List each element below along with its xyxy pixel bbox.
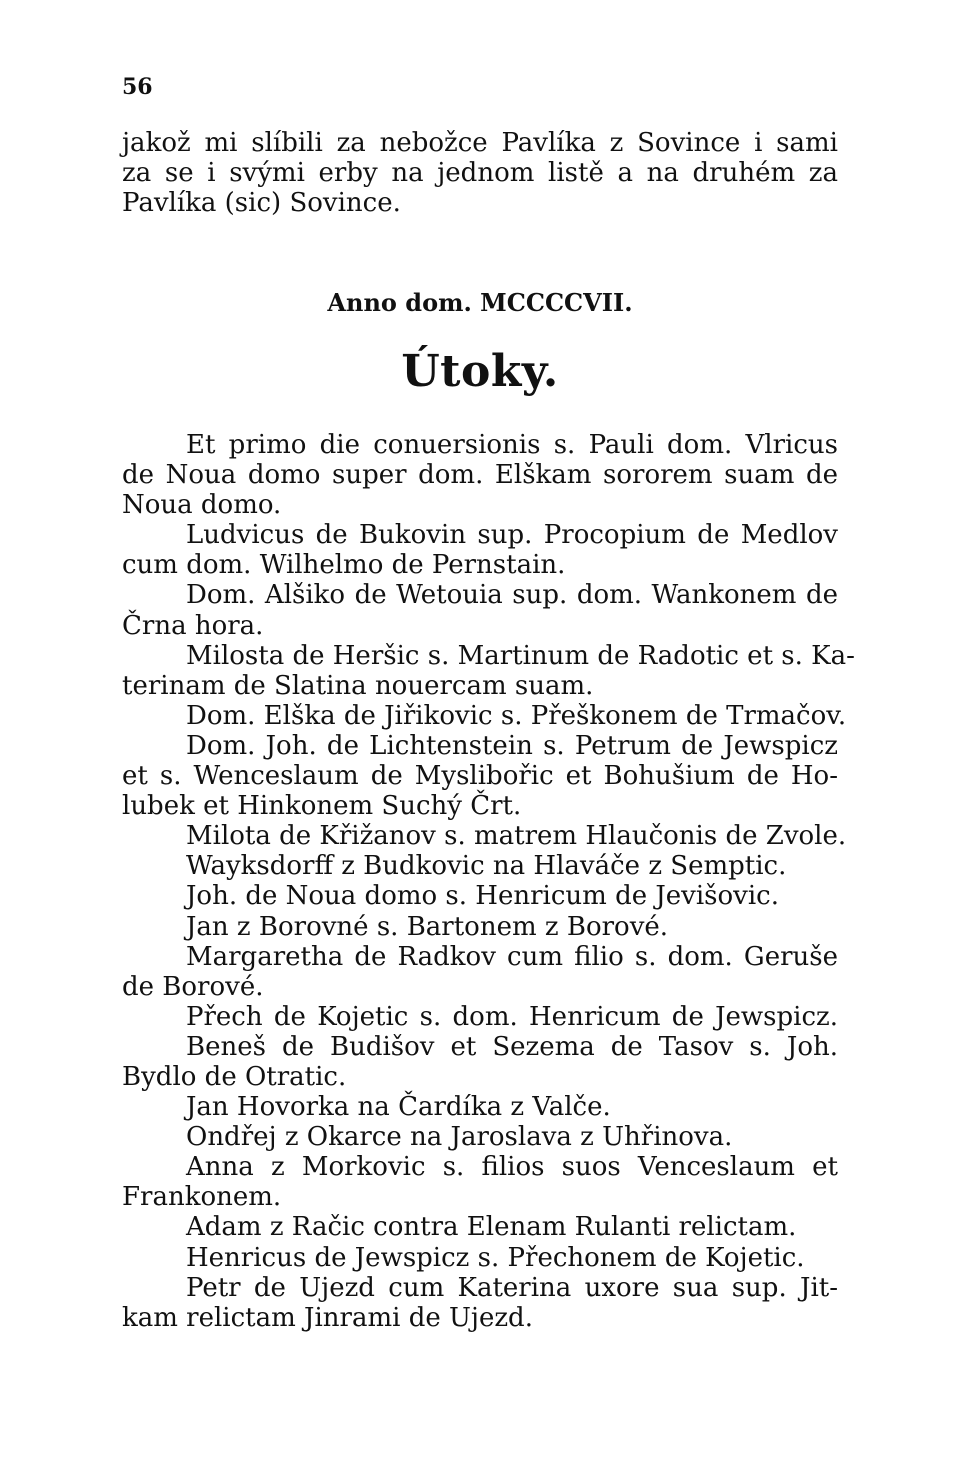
text-line: de Borové. <box>122 971 264 1002</box>
text-line: Noua domo. <box>122 490 282 521</box>
text-line: Jan Hovorka na Čardíka z Valče. <box>186 1092 611 1123</box>
text-line: et s. Wenceslaum de Myslibořic et Bohušium de Ho- <box>122 761 838 792</box>
text-line: Beneš de Budišov et Sezema de Tasov s. Joh. <box>186 1031 838 1062</box>
text-line: Et primo die conuersionis s. Pauli dom. Vlricus <box>186 430 838 460</box>
text-line: cum dom. Wilhelmo de Pernstain. <box>122 550 566 581</box>
text-line: Joh. de Noua domo s. Henricum de Jevišovic. <box>186 881 780 912</box>
text-line: Anna z Morkovic s. filios suos Venceslaum et <box>186 1152 838 1183</box>
text-line: de Noua domo super dom. Elškam sororem suam de <box>122 460 838 491</box>
entries-list <box>122 430 855 1333</box>
text-line: Margaretha de Radkov cum filio s. dom. Geruše <box>186 941 838 972</box>
text-line: Wayksdorff z Budkovic na Hlaváče z Semptic. <box>186 851 787 882</box>
text-line: Henricus de Jewspicz s. Přechonem de Kojetic. <box>186 1242 805 1273</box>
text-line: Pavlíka (sic) Sovince. <box>122 188 401 219</box>
text-line: Dom. Elška de Jiřikovic s. Přeškonem de Trmačov. <box>186 700 847 731</box>
text-line: Dom. Joh. de Lichtenstein s. Petrum de Jewspicz <box>186 730 838 761</box>
text-line: jakož mi slíbili za nebožce Pavlíka z Sovince i sami <box>122 128 838 158</box>
text-line: za se i svými erby na jednom listě a na druhém za <box>122 158 838 189</box>
text-line: Milosta de Heršic s. Martinum de Radotic et s. Ka- <box>186 640 855 671</box>
text-line: terinam de Slatina nouercam suam. <box>122 670 594 701</box>
text-line: Adam z Račic contra Elenam Rulanti relictam. <box>186 1212 797 1243</box>
text-line: lubek et Hinkonem Suchý Črt. <box>122 791 522 822</box>
page-number: 56 <box>122 74 153 100</box>
text-line: Přech de Kojetic s. dom. Henricum de Jewspicz. <box>186 1001 838 1032</box>
text-line: Frankonem. <box>122 1182 282 1213</box>
section-title: Útoky. <box>401 346 559 397</box>
text-line: Ondřej z Okarce na Jaroslava z Uhřinova. <box>186 1122 733 1153</box>
text-line: Dom. Alšiko de Wetouia sup. dom. Wankonem de <box>186 580 838 611</box>
text-line: Črna hora. <box>122 610 264 641</box>
text-line: Jan z Borovné s. Bartonem z Borové. <box>186 911 669 942</box>
text-line: Petr de Ujezd cum Katerina uxore sua sup. Jit- <box>186 1272 838 1303</box>
year-heading: Anno dom. MCCCCVII. <box>327 288 633 317</box>
text-line: Milota de Křižanov s. matrem Hlaučonis de Zvole. <box>186 821 847 852</box>
text-line: Ludvicus de Bukovin sup. Procopium de Medlov <box>186 520 838 551</box>
text-line: kam relictam Jinrami de Ujezd. <box>122 1302 533 1333</box>
intro-paragraph <box>122 128 838 218</box>
text-line: Bydlo de Otratic. <box>122 1061 347 1092</box>
